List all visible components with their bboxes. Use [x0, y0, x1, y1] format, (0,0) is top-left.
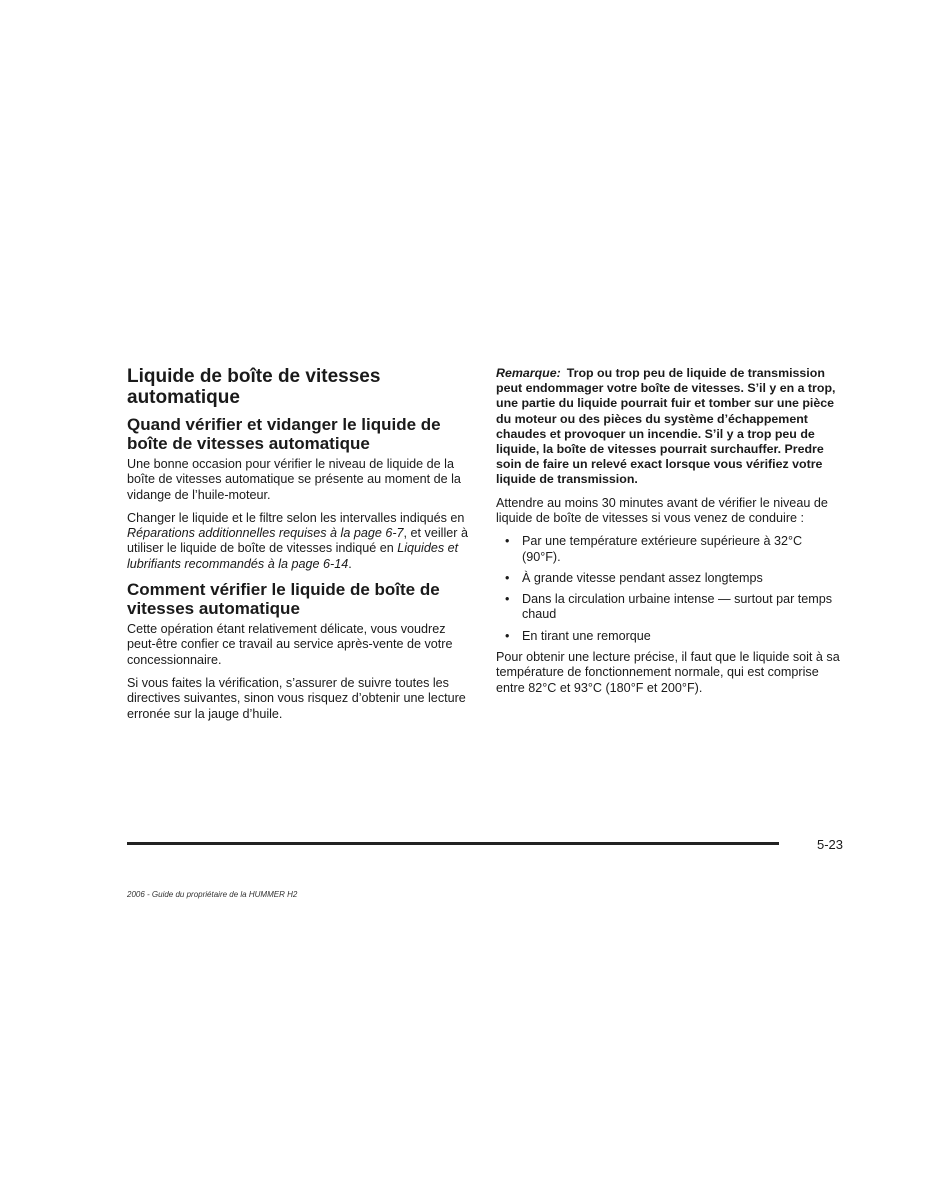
right-column [496, 366, 841, 704]
subheading-when-to-check: Quand vérifier et vidanger le liquide de boîte de vitesses automatique [127, 415, 441, 453]
list-item [496, 571, 841, 586]
paragraph-dealer-service: Cette opération étant relativement délicate, vous voudrez peut-être confier ce travail au service après-vente de votre concessionnaire. [127, 622, 453, 667]
list-item [496, 592, 841, 623]
list-item [496, 629, 841, 644]
list-item-text: En tirant une remorque [522, 628, 651, 643]
conditions-list [496, 534, 841, 644]
page-number: 5-23 [816, 837, 843, 852]
section-title: Liquide de boîte de vitesses automatique [127, 366, 381, 408]
bullet-icon: • [505, 628, 510, 643]
footer-text: 2006 - Guide du propriétaire de la HUMMER H2 [127, 890, 298, 899]
paragraph-wait-time: Attendre au moins 30 minutes avant de vérifier le niveau de liquide de boîte de vitesses si vous venez de conduire : [496, 495, 828, 525]
subheading-how-to-check: Comment vérifier le liquide de boîte de vitesses automatique [127, 580, 440, 619]
paragraph-text: Changer le liquide et le filtre selon les intervalles indiqués en [127, 510, 465, 525]
note-label: Remarque: [496, 366, 561, 380]
paragraph-change-intervals [127, 511, 472, 572]
left-column [127, 366, 472, 730]
cross-reference-repairs: Réparations additionnelles requises à la page 6-7 [127, 526, 404, 541]
paragraph-text: . [348, 556, 352, 571]
paragraph-text: , et veiller à utiliser le liquide de boîte de vitesses indiqué en [127, 526, 468, 556]
paragraph-operating-temperature: Pour obtenir une lecture précise, il faut que le liquide soit à sa température de fonctionnement normale, qui est comprise entre 82°C et 93°C (180°F et 200°F). [496, 650, 840, 695]
footer-rule [127, 842, 779, 845]
bullet-icon: • [505, 534, 510, 549]
list-item-text: Dans la circulation urbaine intense — surtout par temps chaud [522, 592, 833, 622]
list-item-text: Par une température extérieure supérieure à 32°C (90°F). [522, 534, 803, 564]
cross-reference-fluids: Liquides et lubrifiants recommandés à la page 6-14 [127, 541, 459, 571]
note-text: Trop ou trop peu de liquide de transmission peut endommager votre boîte de vitesses. S’il y en a trop, une partie du liquide pourrait fuir et tomber sur une pièce du moteur ou des pièces du système d’échappement chaudes et provoquer un incendie. S’il y a trop peu de liquide, la boîte de vitesses pourrait surchauffer. Predre soin de faire un relevé exact lorsque vous vérifiez votre liquide de transmission. [496, 366, 836, 487]
list-item-text: À grande vitesse pendant assez longtemps [522, 570, 763, 585]
list-item [496, 534, 841, 565]
caution-note [496, 366, 841, 488]
bullet-icon: • [505, 570, 510, 585]
paragraph-oil-change-occasion: Une bonne occasion pour vérifier le niveau de liquide de la boîte de vitesses automatique se présente au moment de la vidange de l’huile-moteur. [127, 457, 461, 502]
paragraph-follow-directions: Si vous faites la vérification, s’assurer de suivre toutes les directives suivantes, sinon vous risquez d’obtenir une lecture erronée sur la jauge d’huile. [127, 675, 466, 721]
bullet-icon: • [505, 592, 510, 607]
